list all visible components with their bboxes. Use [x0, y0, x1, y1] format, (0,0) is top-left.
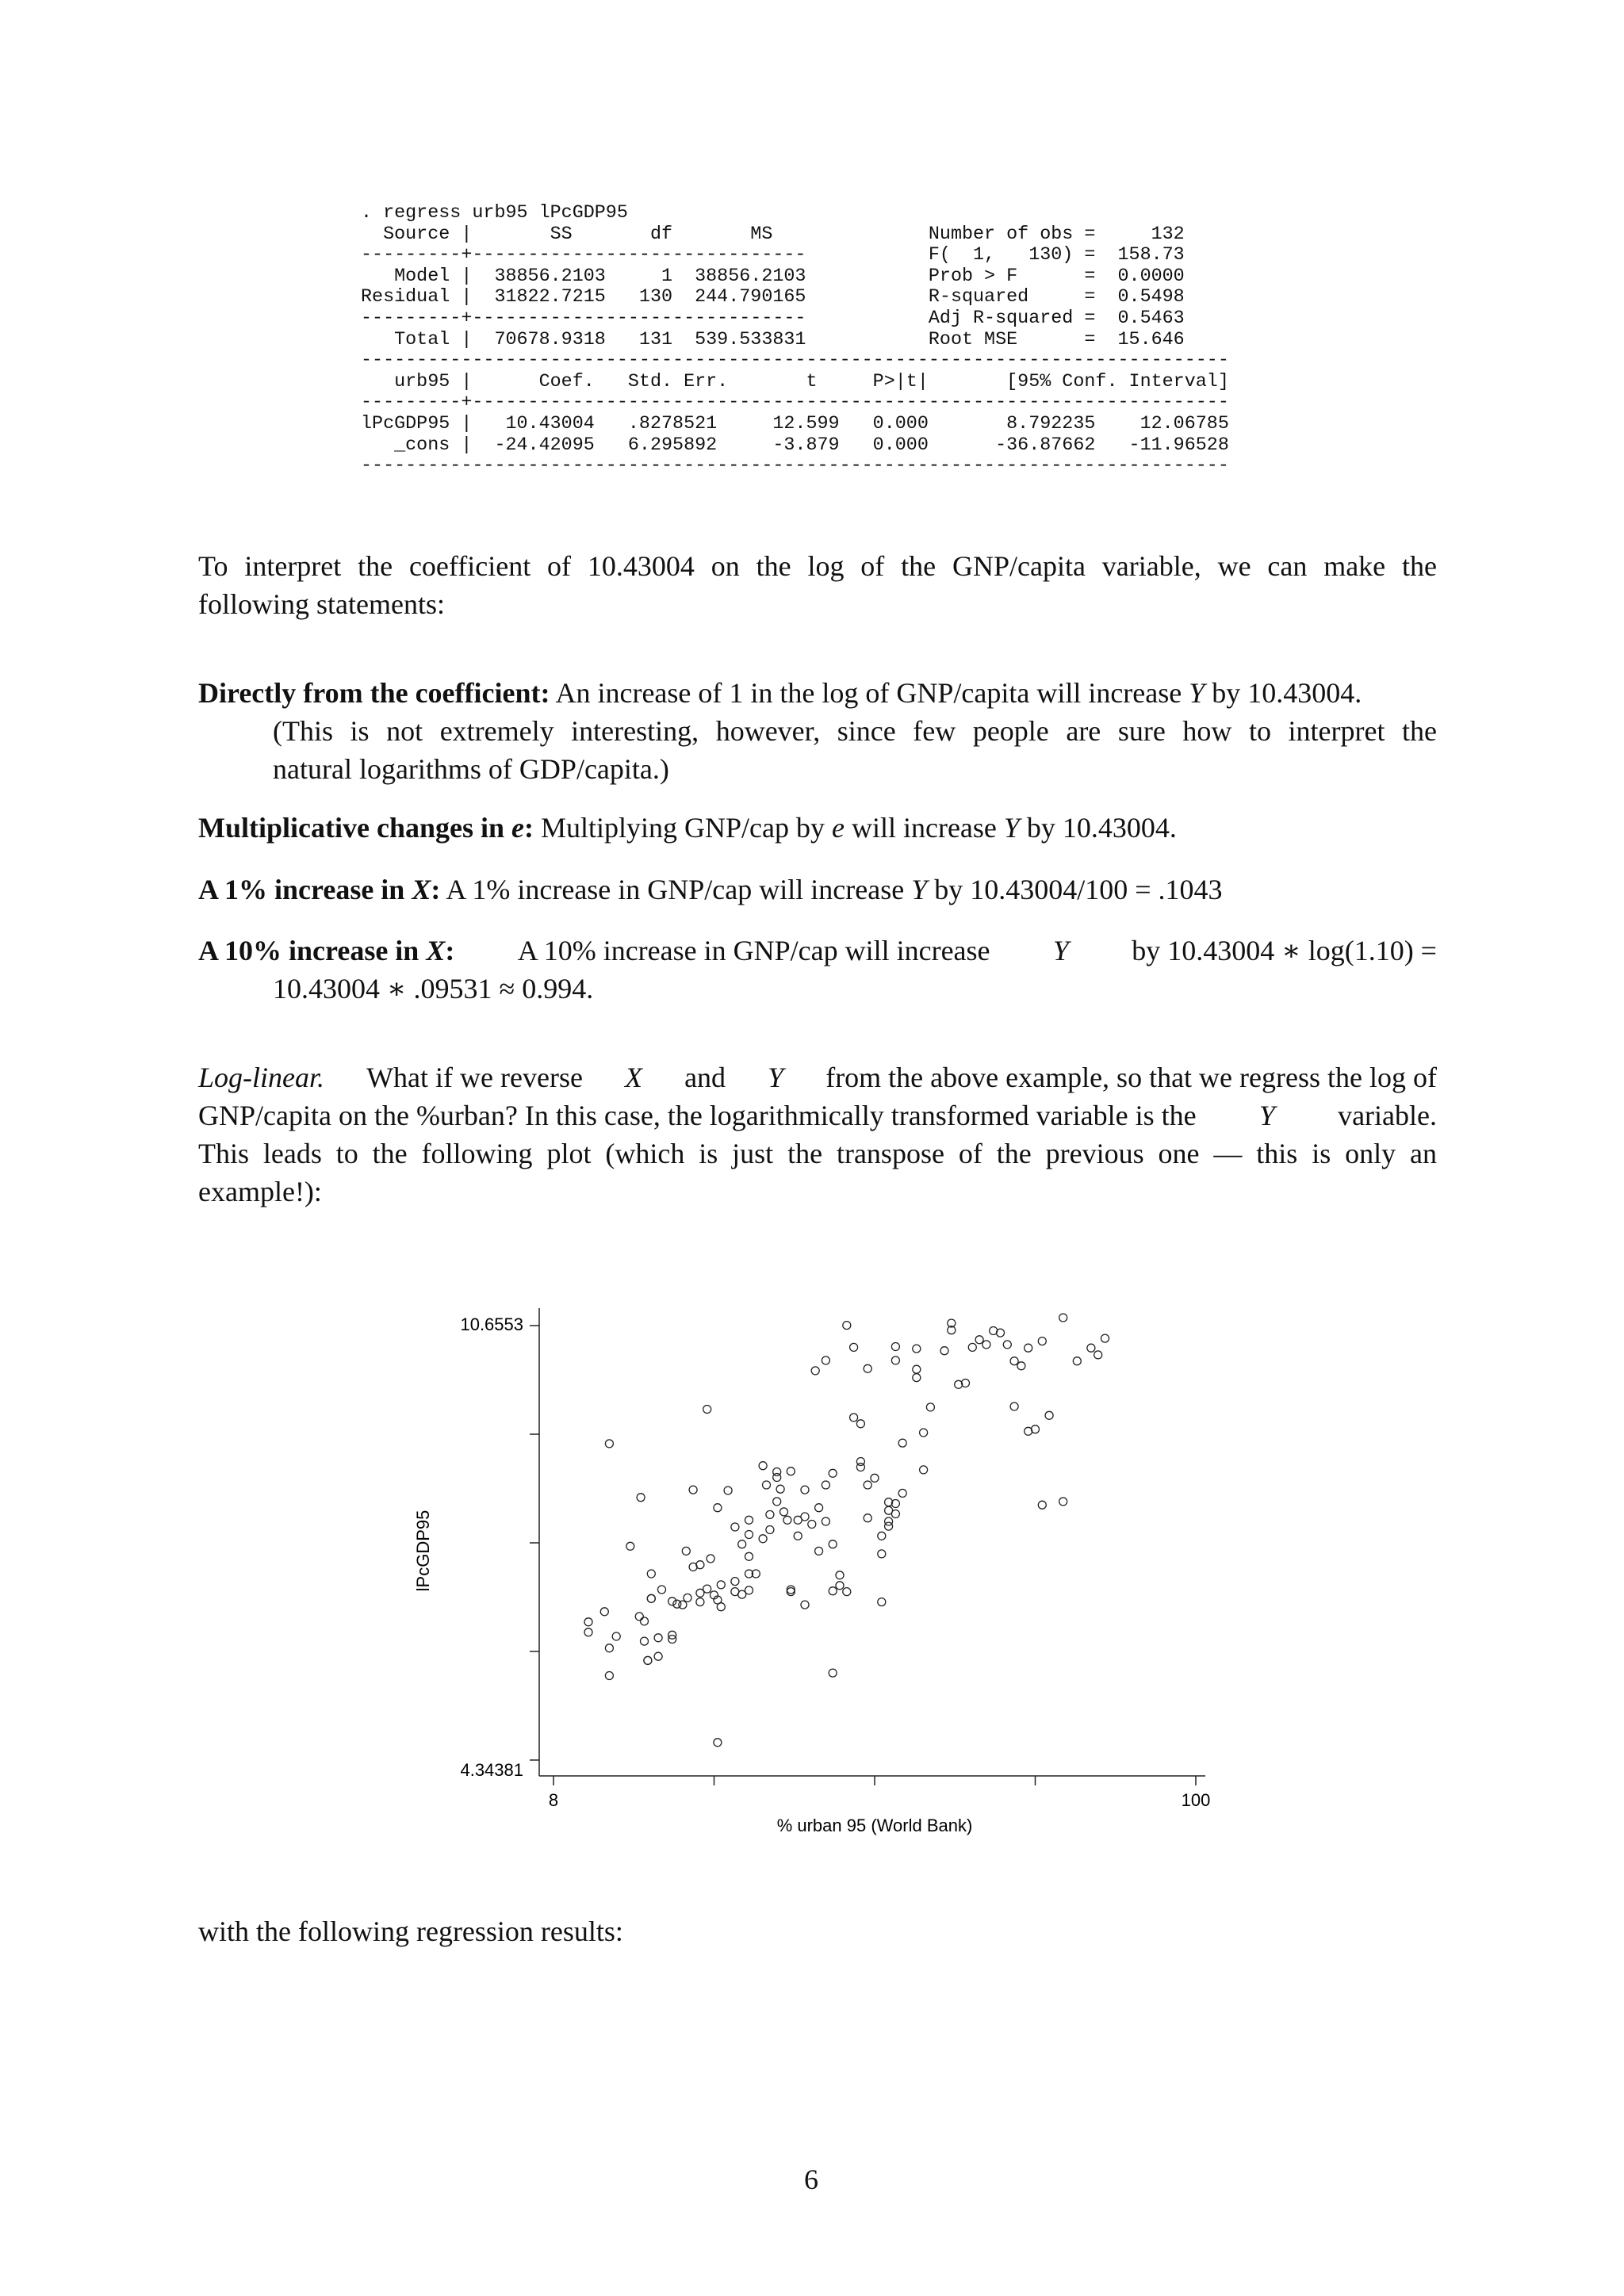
- scatter-point: [829, 1587, 837, 1595]
- scatter-plot: [396, 1284, 1253, 1855]
- scatter-point: [843, 1322, 851, 1330]
- scatter-point: [1045, 1411, 1053, 1419]
- item-ten-percent-label: A 10% increase in X:: [198, 935, 455, 966]
- scatter-point: [801, 1513, 809, 1521]
- intro-line: following statements:: [198, 588, 445, 620]
- scatter-point: [871, 1474, 879, 1482]
- scatter-point: [1059, 1498, 1067, 1506]
- item-text: An increase of 1 in the log of GNP/capita will increase: [555, 677, 1182, 709]
- loglinear-line3: This leads to the following plot (which is just the transpose of the previous one — this is only an: [198, 1138, 1437, 1169]
- scatter-point: [644, 1656, 652, 1664]
- scatter-point: [1032, 1425, 1040, 1433]
- scatter-point: [703, 1406, 711, 1414]
- item-text: by 10.43004.: [1026, 812, 1177, 844]
- scatter-point: [682, 1547, 690, 1555]
- scatter-point: [745, 1531, 753, 1539]
- scatter-point: [1010, 1357, 1018, 1365]
- scatter-point: [1101, 1334, 1109, 1342]
- scatter-point: [787, 1468, 795, 1475]
- item-one-percent-label: A 1% increase in X:: [198, 874, 441, 905]
- loglinear-text: and: [684, 1062, 726, 1093]
- scatter-point: [891, 1510, 899, 1518]
- scatter-point: [1010, 1402, 1018, 1410]
- scatter-point: [864, 1481, 871, 1489]
- scatter-point: [776, 1485, 784, 1493]
- scatter-point: [822, 1357, 829, 1364]
- scatter-point: [997, 1329, 1005, 1337]
- scatter-point: [850, 1343, 858, 1351]
- scatter-point: [766, 1526, 774, 1534]
- anova-separator: ---------+------------------------------ Adj R-squared = 0.5463: [361, 308, 1185, 329]
- scatter-point: [635, 1613, 643, 1621]
- scatter-point: [679, 1601, 687, 1609]
- item-text: by 10.43004.: [1212, 677, 1362, 709]
- x-ticks: [553, 1776, 1196, 1785]
- loglinear-text: GNP/capita on the %urban? In this case, the logarithmically transformed variable is the: [198, 1100, 1197, 1131]
- math-var: Y: [1189, 677, 1205, 709]
- scatter-point: [885, 1522, 893, 1530]
- math-var: Y: [768, 1062, 784, 1093]
- anova-header: Source | SS df MS Number of obs = 132: [361, 224, 1185, 245]
- item-text: by 10.43004/100 = .1043: [934, 874, 1223, 905]
- math-var: Y: [1003, 812, 1020, 844]
- scatter-point: [822, 1481, 829, 1489]
- scatter-point: [794, 1532, 802, 1540]
- item-ten-percent-line2: 10.43004 ∗ .09531 ≈ 0.994.: [273, 973, 594, 1004]
- x-axis-title: % urban 95 (World Bank): [776, 1816, 973, 1835]
- scatter-point: [920, 1429, 928, 1437]
- coef-row-lpcgdp95: lPcGDP95 | 10.43004 .8278521 12.599 0.000 8.792235 12.06785: [361, 413, 1229, 434]
- scatter-point: [654, 1634, 662, 1642]
- scatter-point: [724, 1487, 732, 1494]
- intro-line: To interpret the coefficient of 10.43004 on the log of the GNP/capita variable, we can make the: [198, 550, 1437, 582]
- scatter-point: [811, 1367, 819, 1375]
- scatter-point: [856, 1458, 864, 1466]
- scatter-point: [637, 1494, 645, 1502]
- regression-output: [361, 203, 1229, 477]
- scatter-point: [808, 1521, 816, 1529]
- scatter-point: [920, 1466, 928, 1474]
- scatter-point: [864, 1364, 871, 1372]
- anova-model-row: Model | 38856.2103 1 38856.2103 Prob > F = 0.0000: [361, 266, 1185, 287]
- loglinear-paragraph: [198, 1058, 1437, 1211]
- scatter-point: [926, 1403, 934, 1411]
- scatter-point: [696, 1561, 704, 1569]
- scatter-point: [801, 1486, 809, 1494]
- scatter-point: [641, 1637, 649, 1645]
- y-tick-label-max: 10.6553: [460, 1314, 523, 1334]
- scatter-point: [612, 1632, 620, 1640]
- scatter-point: [647, 1570, 655, 1578]
- scatter-point: [913, 1365, 921, 1373]
- scatter-point: [878, 1532, 886, 1540]
- scatter-point: [968, 1343, 976, 1351]
- math-var: Y: [1052, 935, 1069, 966]
- scatter-point: [689, 1486, 697, 1494]
- scatter-point: [773, 1468, 781, 1476]
- scatter-point: [626, 1542, 634, 1550]
- scatter-point: [1038, 1337, 1046, 1345]
- scatter-point: [815, 1547, 823, 1555]
- scatter-point: [829, 1469, 837, 1477]
- loglinear-label: Log-linear.: [198, 1062, 325, 1093]
- scatter-point: [836, 1582, 844, 1590]
- scatter-point: [801, 1601, 809, 1609]
- item-one-percent: [198, 871, 1483, 909]
- scatter-point: [898, 1439, 906, 1447]
- table-rule: ------------------------------------------------------------------------------: [361, 350, 1229, 372]
- item-text: by 10.43004 ∗ log(1.10) =: [1132, 935, 1437, 966]
- scatter-point: [1087, 1344, 1095, 1352]
- scatter-point: [773, 1498, 781, 1506]
- y-axis-title: lPcGDP95: [413, 1510, 433, 1592]
- scatter-point: [714, 1739, 722, 1747]
- intro-paragraph: [198, 547, 1437, 623]
- scatter-point: [864, 1514, 871, 1522]
- scatter-point: [745, 1516, 753, 1524]
- scatter-point: [940, 1347, 948, 1355]
- scatter-point: [707, 1555, 714, 1563]
- anova-residual-row: Residual | 31822.7215 130 244.790165 R-squared = 0.5498: [361, 287, 1185, 308]
- math-var: Y: [1258, 1100, 1275, 1131]
- scatter-point: [975, 1336, 983, 1344]
- item-directly-line1: [198, 674, 1483, 712]
- loglinear-line2: [198, 1096, 1437, 1135]
- coef-separator: ---------+--------------------------------------------------------------------: [361, 392, 1229, 414]
- scatter-point: [605, 1440, 613, 1448]
- item-ten-percent-line1: [198, 932, 1437, 970]
- scatter-point: [898, 1489, 906, 1497]
- scatter-point: [605, 1672, 613, 1680]
- scatter-point: [654, 1652, 662, 1660]
- item-multiplicative-label: Multiplicative changes in e:: [198, 812, 534, 844]
- scatter-point: [836, 1571, 844, 1579]
- scatter-point: [766, 1510, 774, 1518]
- coef-row-cons: _cons | -24.42095 6.295892 -3.879 0.000 -36.87662 -11.96528: [361, 434, 1229, 456]
- scatter-point: [647, 1594, 655, 1602]
- item-directly-label: Directly from the coefficient:: [198, 677, 550, 709]
- scatter-point: [668, 1598, 676, 1605]
- scatter-point: [696, 1598, 704, 1606]
- scatter-point: [703, 1585, 711, 1593]
- item-text: A 1% increase in GNP/cap will increase: [446, 874, 905, 905]
- scatter-point: [913, 1374, 921, 1382]
- scatter-point: [783, 1516, 791, 1524]
- scatter-point: [1017, 1362, 1025, 1370]
- item-directly: [198, 674, 1483, 788]
- scatter-point: [1038, 1501, 1046, 1509]
- loglinear-text: What if we reverse: [366, 1062, 583, 1093]
- scatter-point: [878, 1550, 886, 1558]
- anova-total-row: Total | 70678.9318 131 539.533831 Root MSE = 15.646: [361, 329, 1185, 350]
- scatter-point: [759, 1462, 767, 1470]
- scatter-point: [584, 1618, 592, 1626]
- loglinear-line1: [198, 1058, 1437, 1096]
- scatter-points: [584, 1314, 1109, 1747]
- closing-line: with the following regression results:: [198, 1915, 623, 1947]
- scatter-point: [891, 1343, 899, 1351]
- loglinear-text: from the above example, so that we regress the log of: [825, 1062, 1437, 1093]
- scatter-point: [584, 1628, 592, 1636]
- scatter-point: [1059, 1314, 1067, 1322]
- y-ticks: [530, 1326, 539, 1760]
- scatter-point: [641, 1617, 649, 1625]
- scatter-point: [878, 1598, 886, 1606]
- scatter-point: [714, 1504, 722, 1512]
- item-directly-line2: (This is not extremely interesting, however, since few people are sure how to interpret the: [273, 715, 1437, 747]
- scatter-point: [605, 1644, 613, 1652]
- math-var: e: [831, 812, 845, 844]
- scatter-point: [731, 1523, 739, 1531]
- item-multiplicative: [198, 809, 1483, 847]
- page-number: 6: [804, 2164, 818, 2195]
- scatter-point: [891, 1357, 899, 1364]
- y-tick-label-min: 4.34381: [460, 1760, 523, 1780]
- item-text: A 10% increase in GNP/cap will increase: [517, 935, 990, 966]
- scatter-point: [600, 1608, 608, 1616]
- scatter-point: [745, 1586, 753, 1594]
- scatter-point: [1003, 1341, 1011, 1349]
- scatter-point: [717, 1581, 725, 1589]
- x-tick-label-max: 100: [1181, 1790, 1211, 1810]
- scatter-point: [745, 1552, 753, 1560]
- math-var: X: [625, 1062, 642, 1093]
- scatter-point: [1094, 1351, 1102, 1359]
- scatter-point: [759, 1535, 767, 1543]
- scatter-point: [763, 1481, 771, 1489]
- scatter-point: [738, 1540, 746, 1548]
- coef-header: urb95 | Coef. Std. Err. t P>|t| [95% Conf. Interval]: [361, 371, 1229, 392]
- scatter-point: [731, 1578, 739, 1586]
- x-tick-label-min: 8: [548, 1790, 559, 1810]
- scatter-point: [850, 1414, 858, 1422]
- regress-command: . regress urb95 lPcGDP95: [361, 203, 628, 224]
- scatter-point: [829, 1669, 837, 1677]
- scatter-point: [815, 1504, 823, 1512]
- item-ten-percent: [198, 932, 1437, 1008]
- item-text: will increase: [851, 812, 997, 844]
- plot-axes: [539, 1308, 1205, 1776]
- scatter-point: [780, 1508, 788, 1516]
- math-var: Y: [911, 874, 928, 905]
- loglinear-line4: example!):: [198, 1176, 322, 1207]
- scatter-point: [684, 1594, 691, 1601]
- scatter-point: [717, 1603, 725, 1611]
- scatter-point: [1025, 1344, 1032, 1352]
- item-directly-line3: natural logarithms of GDP/capita.): [273, 753, 669, 785]
- loglinear-text: variable.: [1338, 1100, 1437, 1131]
- scatter-point: [822, 1517, 829, 1525]
- scatter-point: [913, 1345, 921, 1353]
- scatter-point: [843, 1588, 851, 1596]
- anova-separator: ---------+------------------------------ F( 1, 130) = 158.73: [361, 245, 1185, 266]
- scatter-point: [982, 1341, 990, 1349]
- scatter-point: [1073, 1357, 1081, 1365]
- scatter-point: [856, 1420, 864, 1428]
- scatter-point: [658, 1586, 666, 1594]
- item-text: Multiplying GNP/cap by: [540, 812, 825, 844]
- table-rule: ------------------------------------------------------------------------------: [361, 456, 1229, 477]
- scatter-point: [829, 1540, 837, 1548]
